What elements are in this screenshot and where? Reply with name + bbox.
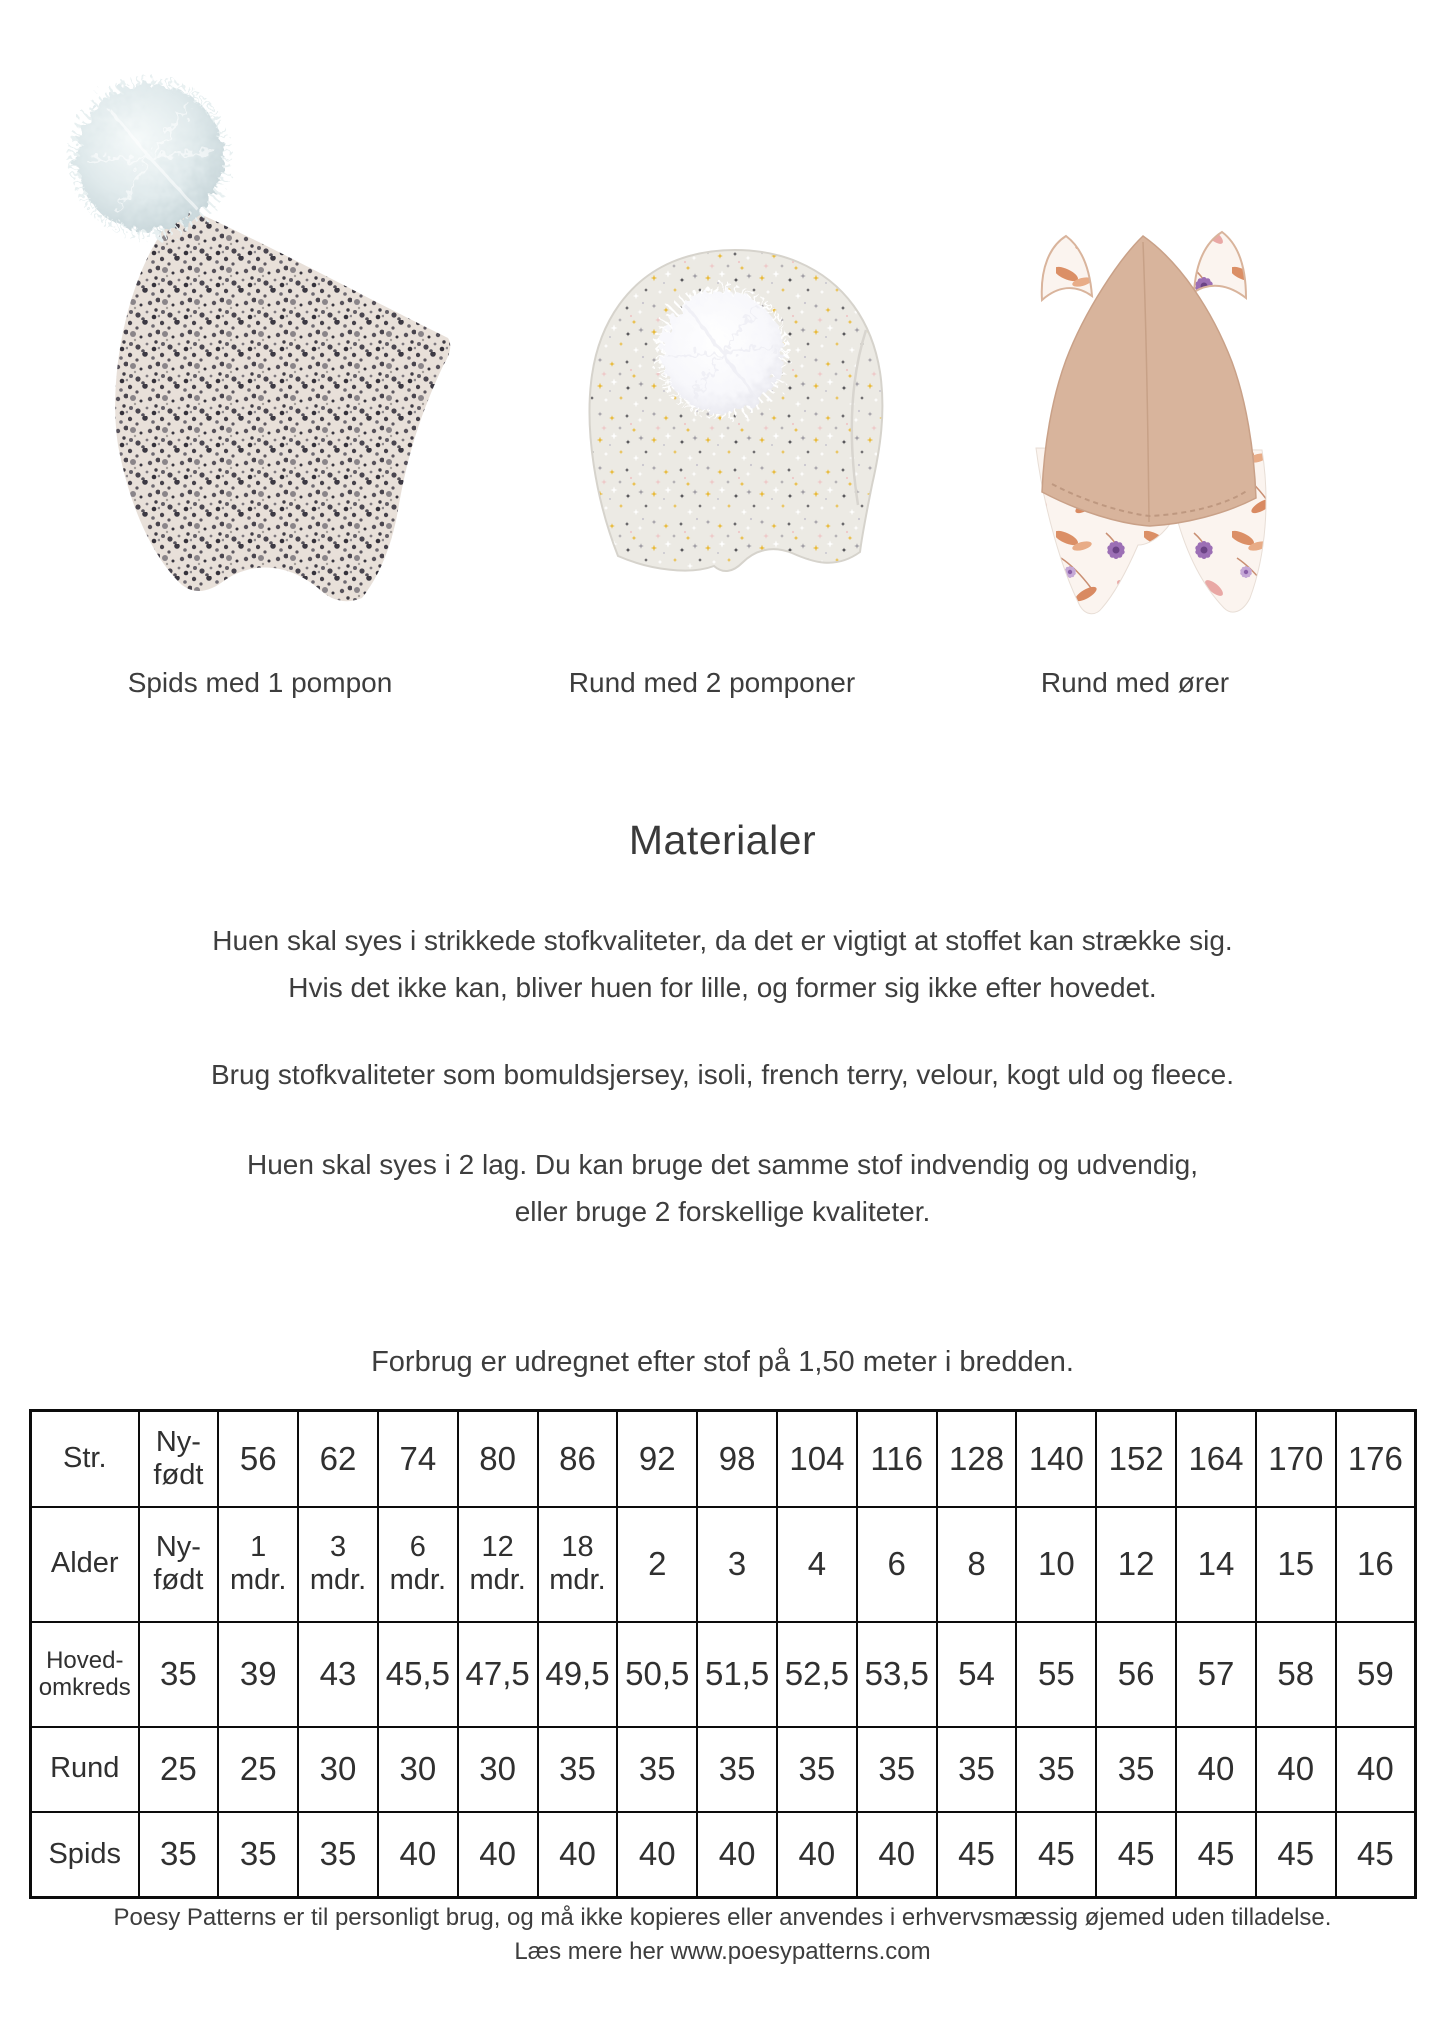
materials-paragraph-3 xyxy=(0,1141,1445,1235)
table-cell: 45,5 xyxy=(378,1622,458,1727)
hat-caption-rund-pomponer: Rund med 2 pomponer xyxy=(568,667,856,698)
table-cell: 35 xyxy=(1016,1727,1096,1812)
table-cell: 35 xyxy=(218,1812,298,1898)
table-cell: 40 xyxy=(1336,1727,1416,1812)
table-cell: 116 xyxy=(857,1411,937,1507)
table-cell: 74 xyxy=(378,1411,458,1507)
table-cell: 35 xyxy=(697,1727,777,1812)
table-cell: 6 xyxy=(857,1507,937,1622)
table-cell: 55 xyxy=(1016,1622,1096,1727)
table-cell: 62 xyxy=(298,1411,378,1507)
table-cell: 30 xyxy=(458,1727,538,1812)
page-title: Materialer xyxy=(628,817,817,863)
table-cell: 59 xyxy=(1336,1622,1416,1727)
table-cell: 52,5 xyxy=(777,1622,857,1727)
table-cell: 40 xyxy=(777,1812,857,1898)
table-cell: 3 xyxy=(697,1507,777,1622)
table-intro-text: Forbrug er udregnet efter stof på 1,50 meter i bredden. xyxy=(371,1346,1074,1378)
table-row xyxy=(31,1812,1416,1898)
paragraph-line: Brug stofkvaliteter som bomuldsjersey, isoli, french terry, velour, kogt uld og fleece. xyxy=(211,1059,1234,1090)
table-cell: 12 xyxy=(1096,1507,1176,1622)
hat-ear-right xyxy=(1194,232,1246,298)
table-cell: 152 xyxy=(1096,1411,1176,1507)
row-label: Alder xyxy=(31,1507,139,1622)
table-cell: 98 xyxy=(697,1411,777,1507)
table-cell: 40 xyxy=(1176,1727,1256,1812)
table-cell: 86 xyxy=(538,1411,618,1507)
row-label: Hoved-omkreds xyxy=(31,1622,139,1727)
footer-website: Læs mere her www.poesypatterns.com xyxy=(514,1938,931,1965)
materials-paragraph-2 xyxy=(0,1051,1445,1098)
table-cell: 40 xyxy=(857,1812,937,1898)
size-table-body xyxy=(31,1411,1416,1898)
table-cell: 35 xyxy=(857,1727,937,1812)
table-cell: 47,5 xyxy=(458,1622,538,1727)
table-cell: 45 xyxy=(937,1812,1017,1898)
table-cell: 35 xyxy=(937,1727,1017,1812)
table-cell: 176 xyxy=(1336,1411,1416,1507)
table-row xyxy=(31,1727,1416,1812)
table-cell: 40 xyxy=(1256,1727,1336,1812)
table-cell: 56 xyxy=(1096,1622,1176,1727)
table-cell: 4 xyxy=(777,1507,857,1622)
table-cell: 15 xyxy=(1256,1507,1336,1622)
table-cell: 40 xyxy=(538,1812,618,1898)
hat-photo-rund-orer xyxy=(1036,232,1266,614)
table-cell: 128 xyxy=(937,1411,1017,1507)
table-cell: 45 xyxy=(1016,1812,1096,1898)
table-cell: 57 xyxy=(1176,1622,1256,1727)
table-cell: 170 xyxy=(1256,1411,1336,1507)
paragraph-line: Hvis det ikke kan, bliver huen for lille, og former sig ikke efter hovedet. xyxy=(288,972,1157,1003)
table-cell: 49,5 xyxy=(538,1622,618,1727)
hat-caption-rund-orer: Rund med ører xyxy=(1040,667,1230,698)
table-cell: 25 xyxy=(139,1727,219,1812)
table-cell: 35 xyxy=(538,1727,618,1812)
table-cell: 40 xyxy=(697,1812,777,1898)
table-row xyxy=(31,1411,1416,1507)
table-cell: 43 xyxy=(298,1622,378,1727)
table-cell: 40 xyxy=(617,1812,697,1898)
size-table xyxy=(29,1409,1417,1899)
row-label: Rund xyxy=(31,1727,139,1812)
table-cell: 45 xyxy=(1336,1812,1416,1898)
table-cell: 16 xyxy=(1336,1507,1416,1622)
table-cell: 80 xyxy=(458,1411,538,1507)
table-cell: 40 xyxy=(378,1812,458,1898)
table-cell: 140 xyxy=(1016,1411,1096,1507)
table-cell: 10 xyxy=(1016,1507,1096,1622)
table-cell: 35 xyxy=(139,1812,219,1898)
table-cell: 18 mdr. xyxy=(538,1507,618,1622)
materials-paragraph-1 xyxy=(0,917,1445,1011)
table-cell: 45 xyxy=(1176,1812,1256,1898)
table-cell: 54 xyxy=(937,1622,1017,1727)
table-cell: 35 xyxy=(1096,1727,1176,1812)
table-row xyxy=(31,1507,1416,1622)
table-cell: 39 xyxy=(218,1622,298,1727)
table-cell: 164 xyxy=(1176,1411,1256,1507)
table-cell: 14 xyxy=(1176,1507,1256,1622)
table-cell: 35 xyxy=(139,1622,219,1727)
table-cell: 53,5 xyxy=(857,1622,937,1727)
table-cell: 56 xyxy=(218,1411,298,1507)
table-cell: 51,5 xyxy=(697,1622,777,1727)
table-cell: 30 xyxy=(298,1727,378,1812)
table-cell: 45 xyxy=(1096,1812,1176,1898)
hat-photo-spids xyxy=(73,81,450,601)
table-cell: 2 xyxy=(617,1507,697,1622)
table-row xyxy=(31,1622,1416,1727)
hat-ear-left xyxy=(1042,236,1092,300)
table-cell: Ny-født xyxy=(139,1411,219,1507)
table-cell: 45 xyxy=(1256,1812,1336,1898)
hat-body xyxy=(115,208,450,601)
paragraph-line: Huen skal syes i 2 lag. Du kan bruge det samme stof indvendig og udvendig, xyxy=(246,1149,1198,1180)
table-cell: Ny-født xyxy=(139,1507,219,1622)
paragraph-line: eller bruge 2 forskellige kvaliteter. xyxy=(514,1196,931,1227)
hat-photo-rund-pompon xyxy=(590,250,883,571)
table-cell: 104 xyxy=(777,1411,857,1507)
table-cell: 35 xyxy=(298,1812,378,1898)
table-cell: 58 xyxy=(1256,1622,1336,1727)
hat-caption-spids: Spids med 1 pompon xyxy=(127,667,393,698)
paragraph-line: Huen skal syes i strikkede stofkvaliteter, da det er vigtigt at stoffet kan strække sig. xyxy=(212,925,1233,956)
row-label: Spids xyxy=(31,1812,139,1898)
table-cell: 30 xyxy=(378,1727,458,1812)
table-cell: 8 xyxy=(937,1507,1017,1622)
table-cell: 1 mdr. xyxy=(218,1507,298,1622)
table-cell: 50,5 xyxy=(617,1622,697,1727)
table-cell: 12 mdr. xyxy=(458,1507,538,1622)
row-label: Str. xyxy=(31,1411,139,1507)
table-cell: 6 mdr. xyxy=(378,1507,458,1622)
table-cell: 40 xyxy=(458,1812,538,1898)
table-cell: 35 xyxy=(617,1727,697,1812)
footer-copyright: Poesy Patterns er til personligt brug, og må ikke kopieres eller anvendes i erhvervsmæssig øjemed uden tilladelse. xyxy=(113,1904,1332,1931)
table-cell: 25 xyxy=(218,1727,298,1812)
table-cell: 35 xyxy=(777,1727,857,1812)
table-cell: 3 mdr. xyxy=(298,1507,378,1622)
table-cell: 92 xyxy=(617,1411,697,1507)
pompom xyxy=(73,81,227,235)
hat-photos xyxy=(30,60,1415,635)
